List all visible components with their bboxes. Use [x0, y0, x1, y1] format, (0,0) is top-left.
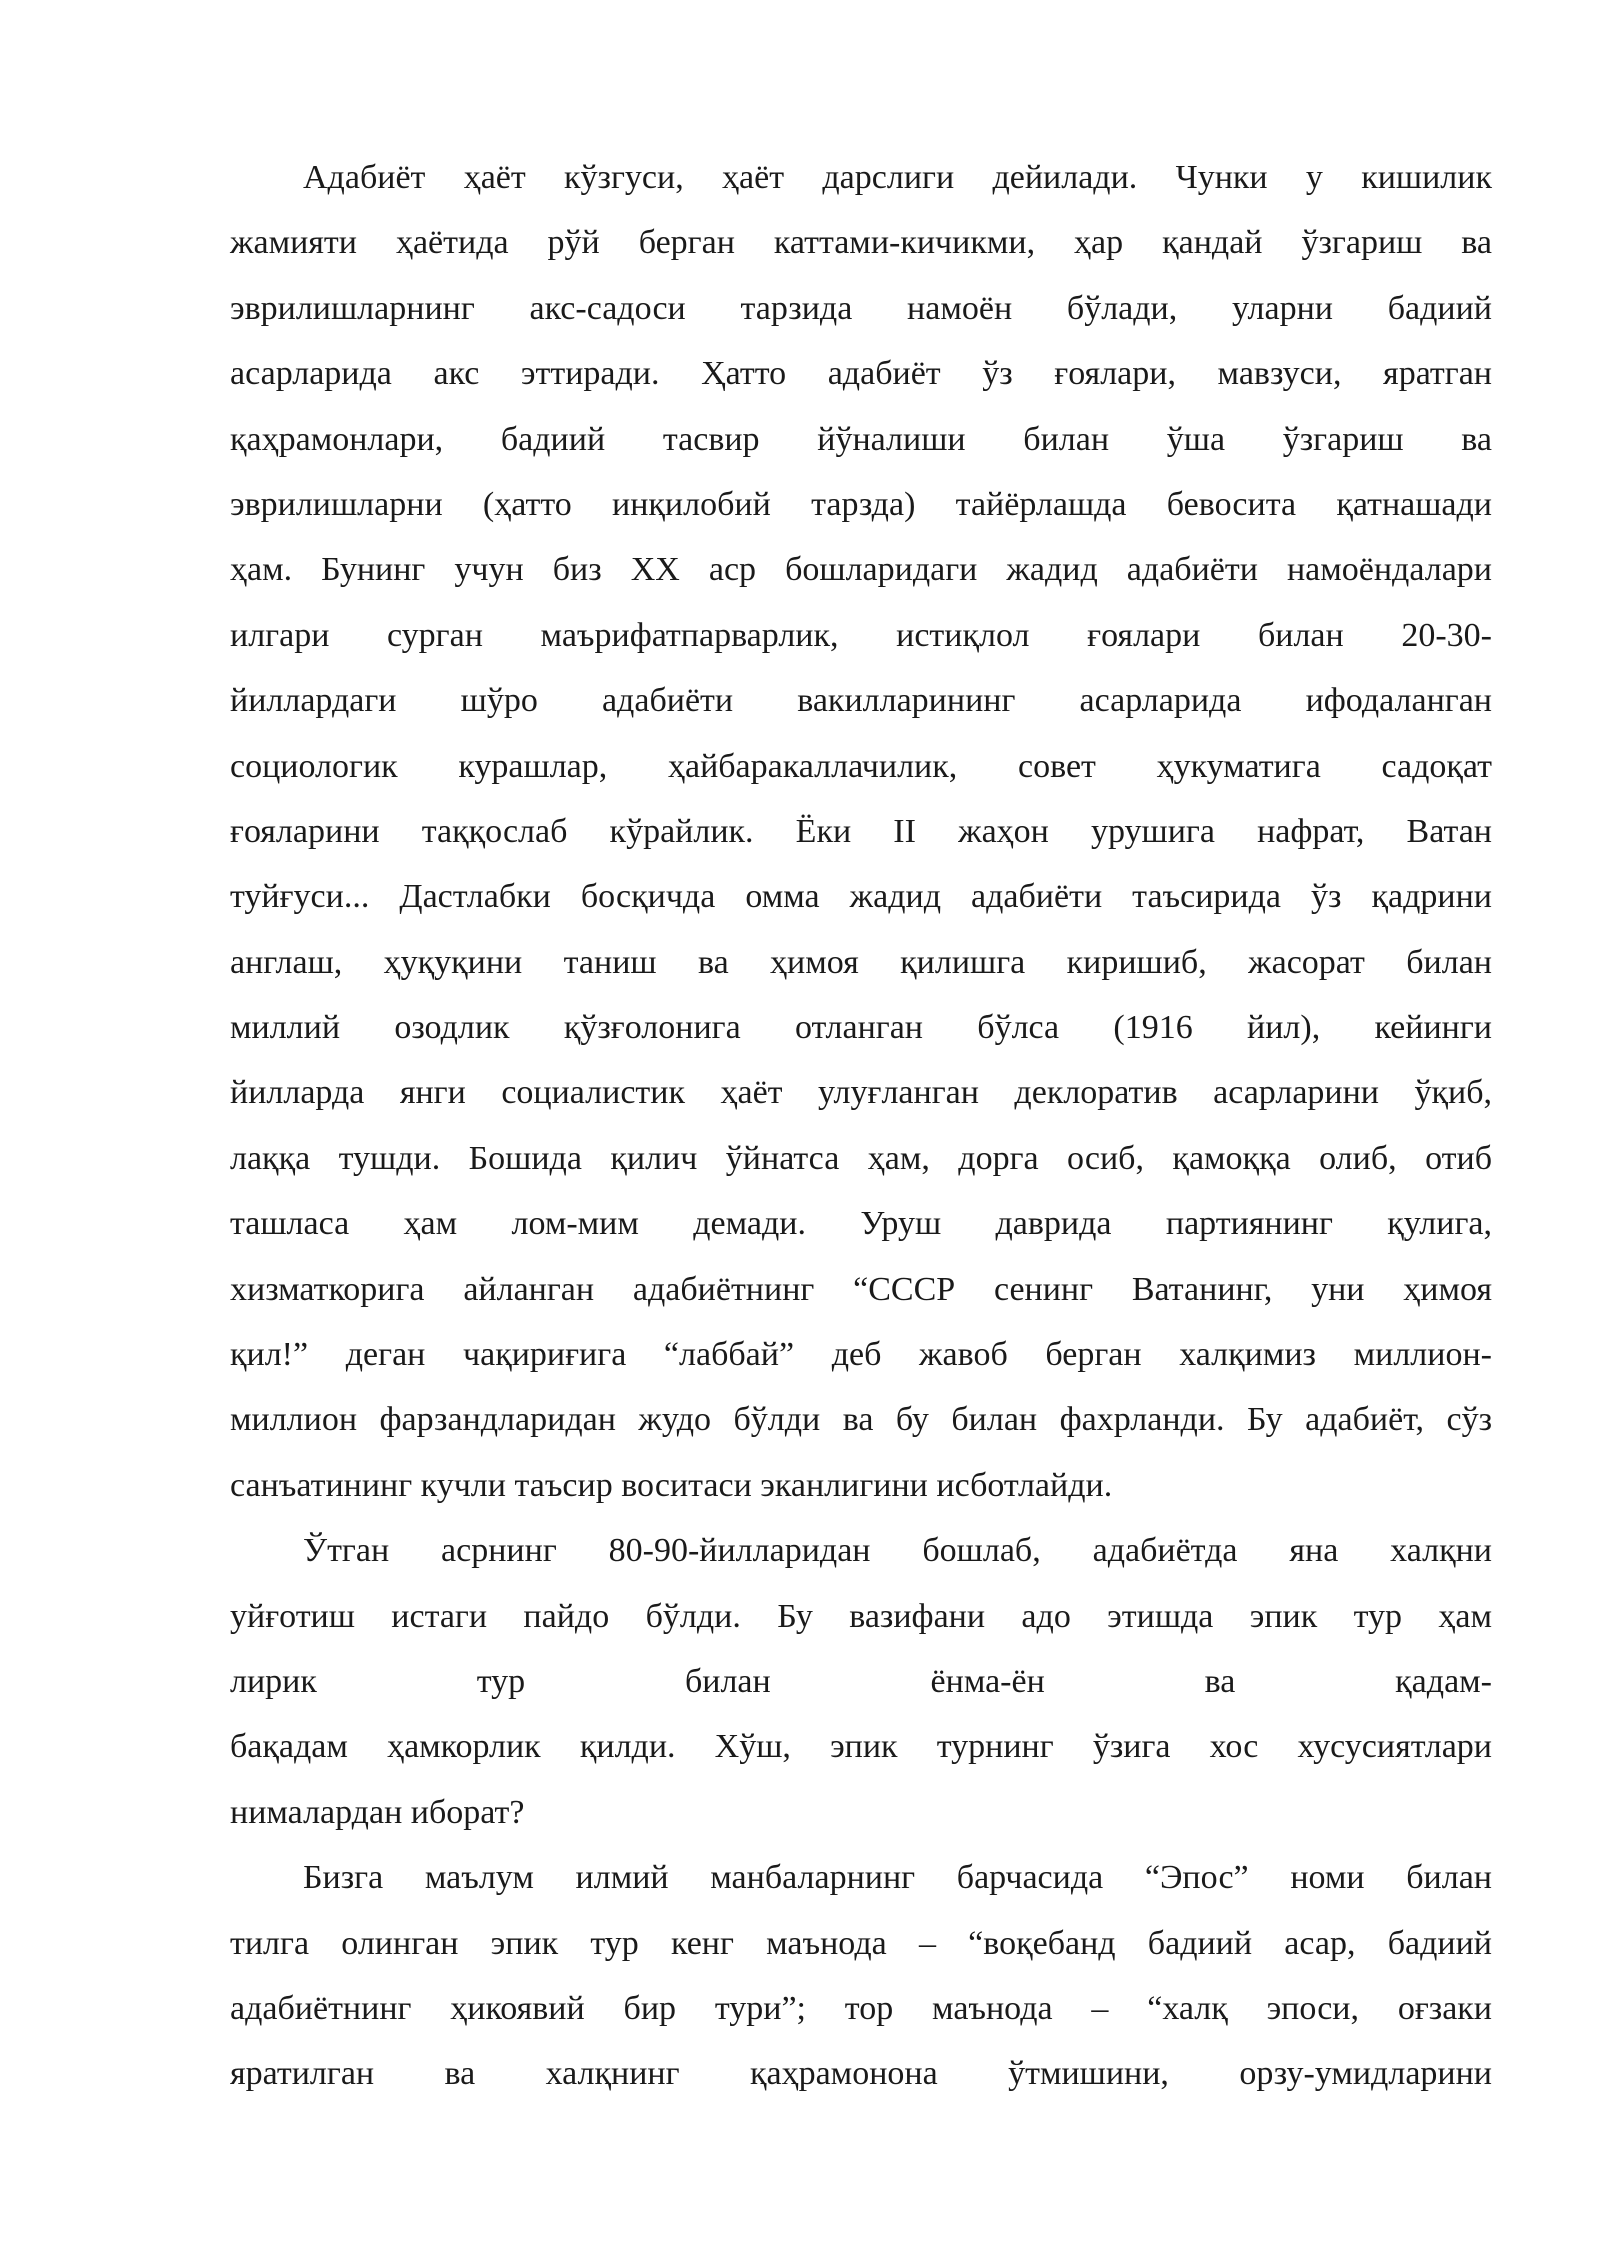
text-line: англаш, ҳуқуқини таниш ва ҳимоя қилишга киришиб, жасорат билан: [230, 943, 1492, 981]
text-line: адабиётнинг ҳикоявий бир тури”; тор маънода – “халқ эпоси, оғзаки: [230, 1989, 1492, 2027]
text-line: миллион фарзандларидан жудо бўлди ва бу билан фахрланди. Бу адабиёт, сўз: [230, 1401, 1492, 1439]
text-line: яратилган ва халқнинг қаҳрамонона ўтмишини, орзу-умидларини: [230, 2055, 1492, 2093]
text-line: жамияти ҳаётида рўй берган каттами-кичикми, ҳар қандай ўзгариш ва: [230, 224, 1492, 262]
paragraph: [230, 145, 1492, 1518]
text-line: қил!” деган чақириғига “лаббай” деб жавоб берган халқимиз миллион-: [230, 1336, 1492, 1374]
text-line: эврилишларни (ҳатто инқилобий тарзда) тайёрлашда бевосита қатнашади: [230, 485, 1492, 523]
text-line: эврилишларнинг акс-садоси тарзида намоён бўлади, уларни бадиий: [230, 289, 1492, 327]
text-line: бақадам ҳамкорлик қилди. Хўш, эпик турнинг ўзига хос хусусиятлари: [230, 1728, 1492, 1766]
text-line: тилга олинган эпик тур кенг маънода – “воқебанд бадиий асар, бадиий: [230, 1924, 1492, 1962]
text-line: нималардан иборат?: [230, 1793, 525, 1831]
text-line: уйғотиш истаги пайдо бўлди. Бу вазифани адо этишда эпик тур ҳам: [230, 1597, 1492, 1635]
text-line: йиллардаги шўро адабиёти вакилларининг асарларида ифодаланган: [230, 682, 1492, 720]
document-page: [230, 145, 1492, 2107]
text-line: туйғуси... Дастлабки босқичда омма жадид адабиёти таъсирида ўз қадрини: [230, 878, 1492, 916]
text-line: хизматкорига айланган адабиётнинг “СССР сенинг Ватанинг, уни ҳимоя: [230, 1270, 1492, 1308]
text-line: Адабиёт ҳаёт кўзгуси, ҳаёт дарслиги дейилади. Чунки у кишилик: [303, 159, 1492, 196]
text-line: ҳам. Бунинг учун биз XX аср бошларидаги жадид адабиёти намоёндалари: [230, 551, 1492, 589]
text-line: асарларида акс эттиради. Ҳатто адабиёт ўз ғоялари, мавзуси, яратган: [230, 355, 1492, 393]
text-line: социологик курашлар, ҳайбаракаллачилик, совет ҳукуматига садоқат: [230, 747, 1492, 785]
text-line: лирик тур билан ёнма-ён ва қадам-: [230, 1662, 1492, 1700]
paragraph: [230, 1845, 1492, 2107]
text-line: ташласа ҳам лом-мим демади. Уруш даврида партиянинг қулига,: [230, 1205, 1492, 1243]
text-line: илгари сурган маърифатпарварлик, истиқлол ғоялари билан 20-30-: [230, 616, 1492, 654]
text-line: қаҳрамонлари, бадиий тасвир йўналиши билан ўша ўзгариш ва: [230, 420, 1492, 458]
text-line: ғояларини таққослаб кўрайлик. Ёки II жаҳон урушига нафрат, Ватан: [230, 812, 1492, 850]
text-line: лаққа тушди. Бошида қилич ўйнатса ҳам, дорга осиб, қамоққа олиб, отиб: [230, 1139, 1492, 1177]
text-line: йилларда янги социалистик ҳаёт улуғланган деклоратив асарларини ўқиб,: [230, 1074, 1492, 1112]
text-line: санъатининг кучли таъсир воситаси эканлигини исботлайди.: [230, 1466, 1113, 1504]
text-line: Ўтган асрнинг 80-90-йилларидан бошлаб, адабиётда яна халқни: [303, 1532, 1492, 1570]
text-line: миллий озодлик қўзғолонига отланган бўлса (1916 йил), кейинги: [230, 1009, 1492, 1047]
paragraph: [230, 1518, 1492, 1845]
text-line: Бизга маълум илмий манбаларнинг барчасида “Эпос” номи билан: [303, 1859, 1492, 1897]
